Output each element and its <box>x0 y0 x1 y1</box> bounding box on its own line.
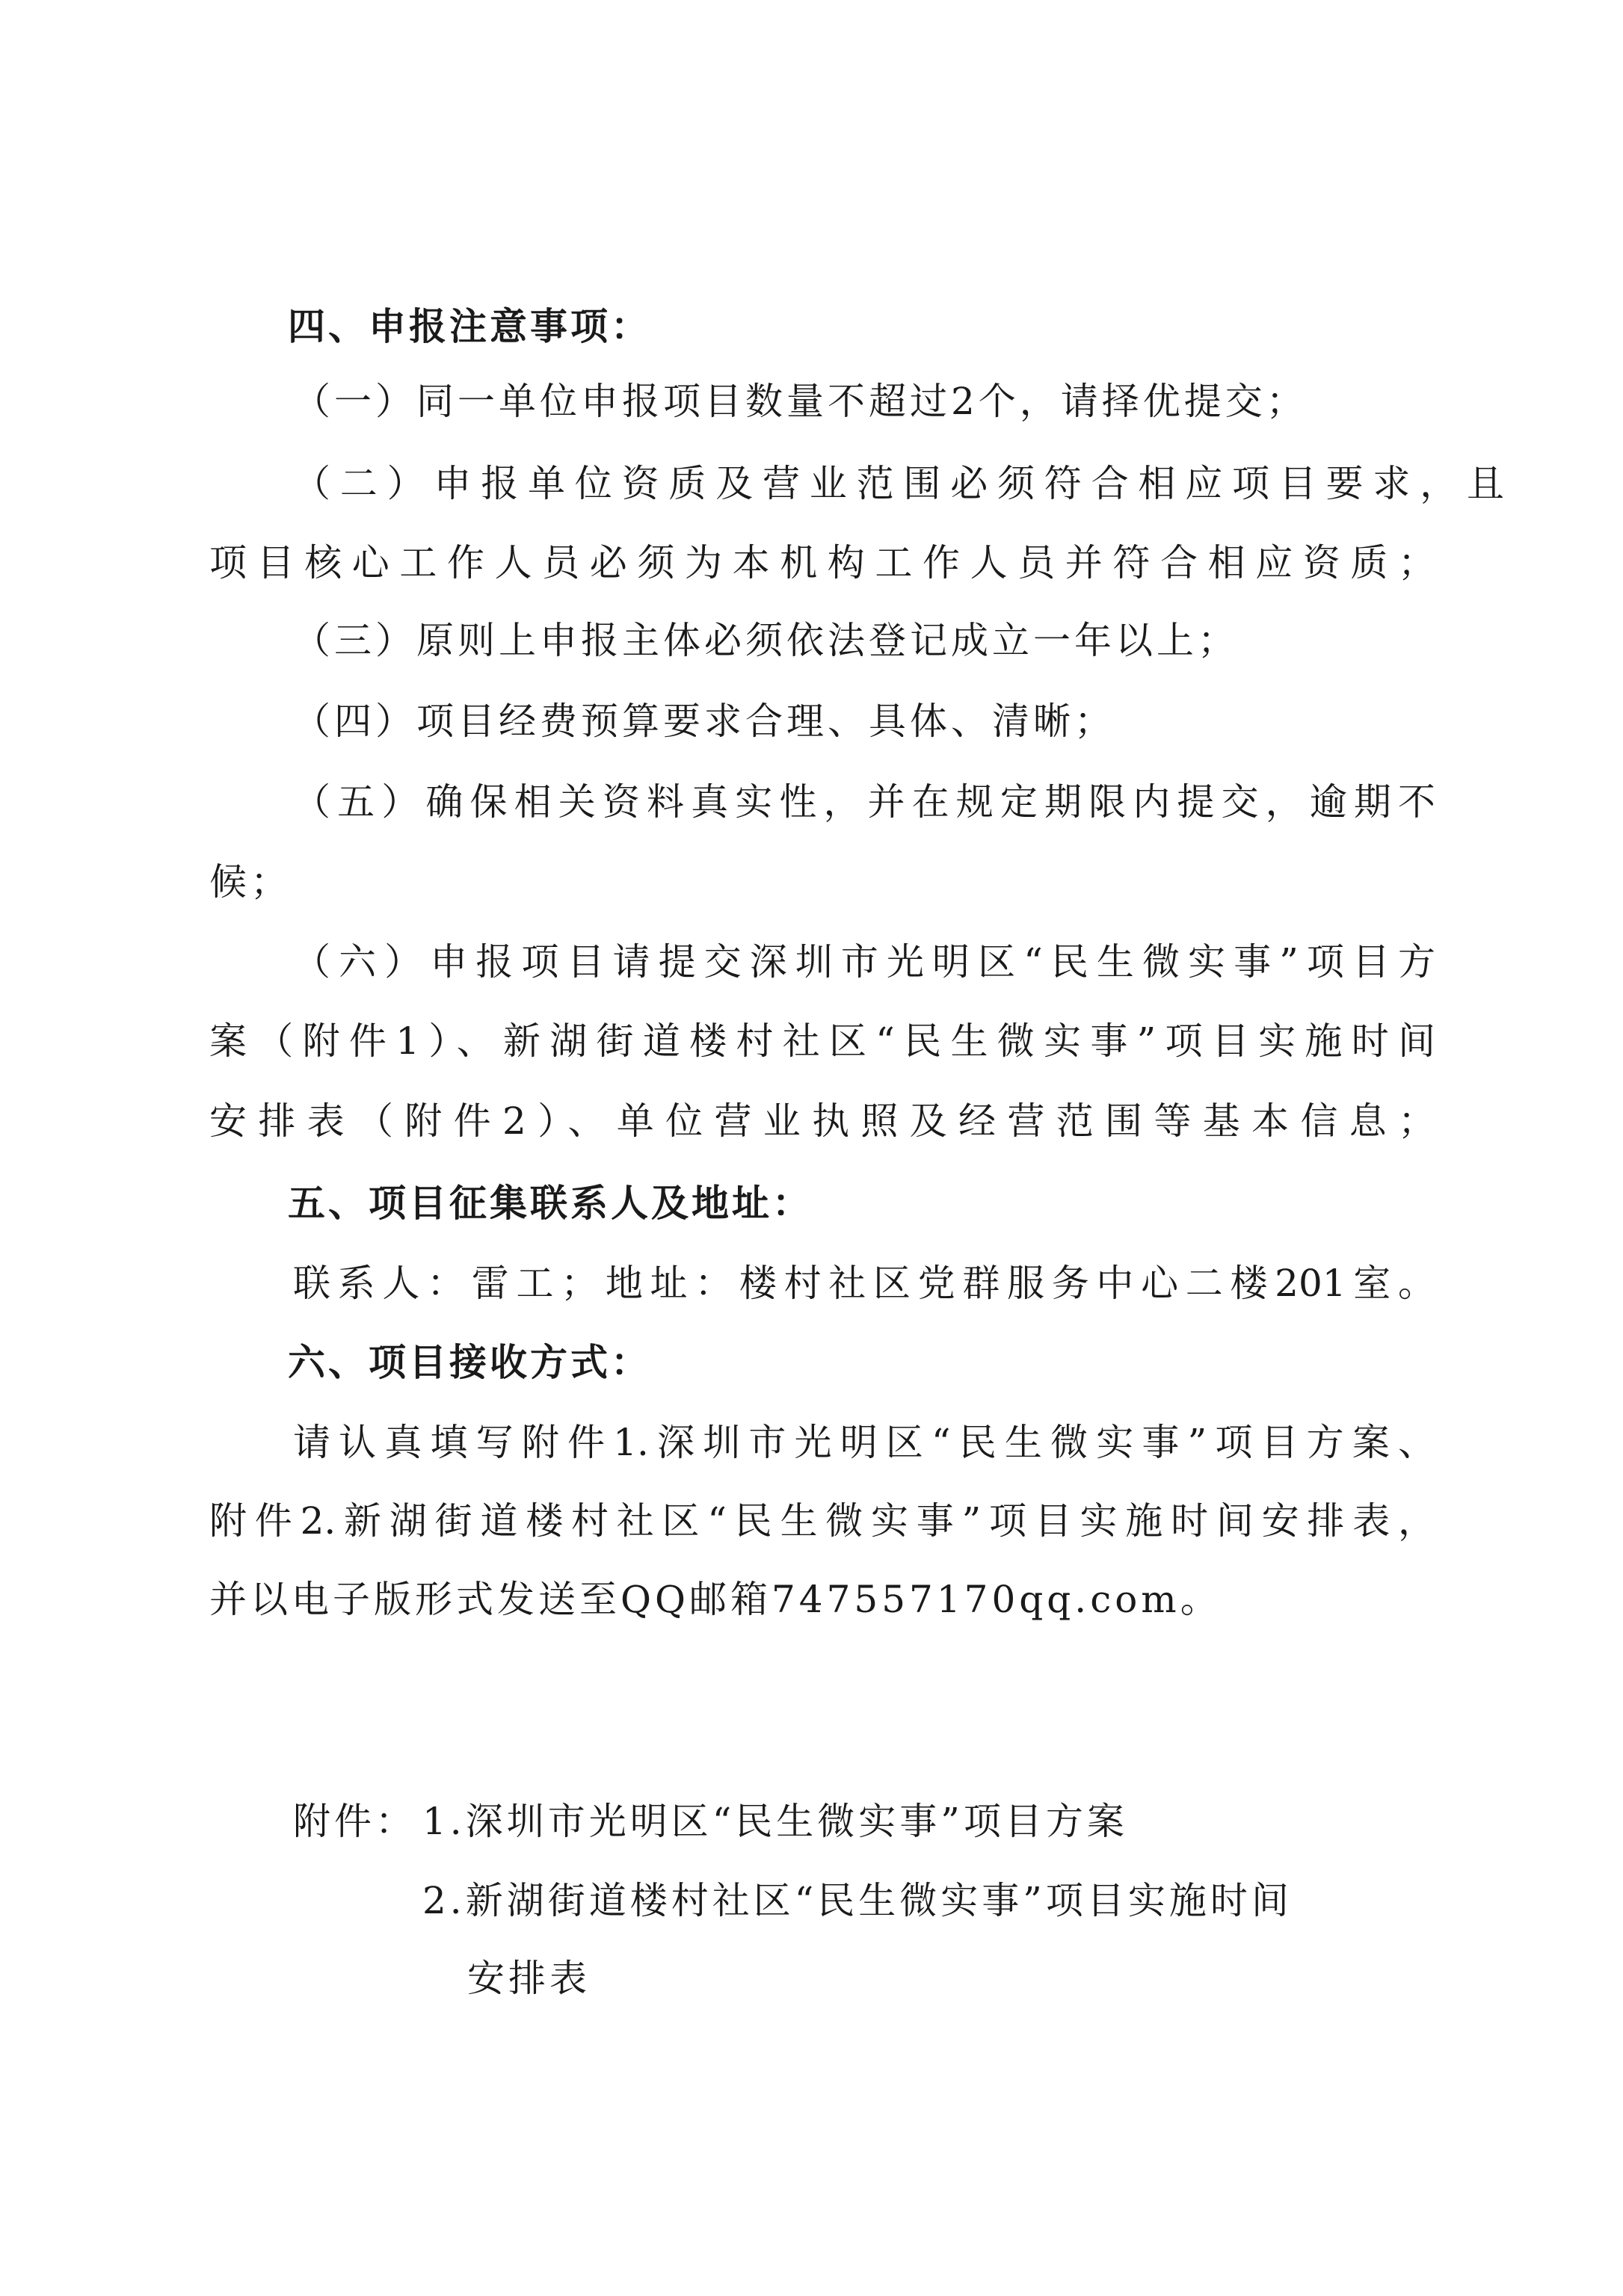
notes-item-5-line-2: 候； <box>209 860 292 904</box>
contact-text: 联系人：雷工；地址：楼村社区党群服务中心二楼201室。 <box>293 1262 1435 1305</box>
notes-item-6-line-3: 安排表（附件2）、单位营业执照及经营范围等基本信息； <box>209 1099 1435 1143</box>
attachment-item-1: 1.深圳市光明区“民生微实事”项目方案 <box>422 1800 1128 1843</box>
notes-item-4: （四）项目经费预算要求合理、具体、清晰； <box>293 700 1115 743</box>
notes-item-2-line-1: （二）申报单位资质及营业范围必须符合相应项目要求，且 <box>293 462 1504 505</box>
notes-item-6-line-1: （六）申报项目请提交深圳市光明区“民生微实事”项目方 <box>293 940 1435 984</box>
receive-line-2: 附件2.新湖街道楼村社区“民生微实事”项目实施时间安排表， <box>209 1499 1435 1543</box>
receive-line-1: 请认真填写附件1.深圳市光明区“民生微实事”项目方案、 <box>293 1421 1435 1464</box>
notes-item-1: （一）同一单位申报项目数量不超过2个，请择优提交； <box>293 380 1308 423</box>
attachment-item-2-line-2: 安排表 <box>467 1957 591 2000</box>
notes-item-3: （三）原则上申报主体必须依法登记成立一年以上； <box>293 619 1239 662</box>
receive-heading: 六、项目接收方式： <box>288 1341 651 1384</box>
receive-line-3: 并以电子版形式发送至QQ邮箱747557170qq.com。 <box>209 1578 1222 1621</box>
notes-item-5-line-1: （五）确保相关资料真实性，并在规定期限内提交，逾期不 <box>293 780 1435 824</box>
notes-heading: 四、申报注意事项： <box>288 305 651 348</box>
notes-item-2-line-2: 项目核心工作人员必须为本机构工作人员并符合相应资质； <box>209 541 1435 584</box>
notes-item-6-line-2: 案（附件1）、新湖街道楼村社区“民生微实事”项目实施时间 <box>209 1019 1435 1063</box>
attachment-item-2-line-1: 2.新湖街道楼村社区“民生微实事”项目实施时间 <box>422 1879 1293 1922</box>
contact-heading: 五、项目征集联系人及地址： <box>288 1182 813 1225</box>
attachments-label: 附件： <box>293 1800 416 1843</box>
